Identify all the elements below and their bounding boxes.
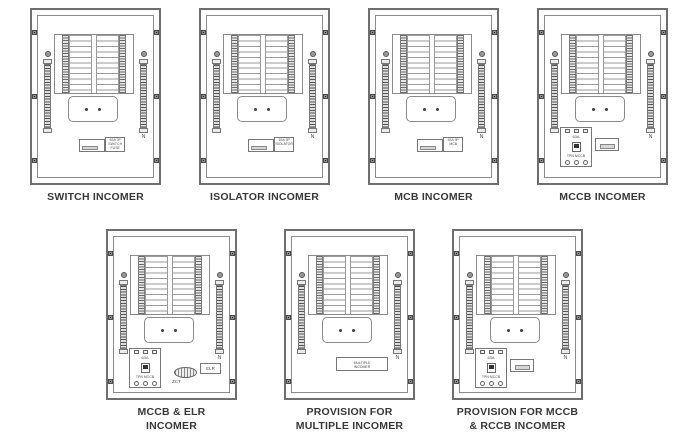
- screw-icon: [492, 94, 497, 99]
- mccb-type-label: TPN MCCB: [481, 374, 501, 379]
- caption-switch-incomer: [20, 191, 171, 204]
- mccb-top-terminals: [134, 350, 157, 354]
- screw-icon: [108, 379, 113, 384]
- screw-icon: [661, 94, 666, 99]
- mccb-bottom-lugs: [480, 381, 503, 386]
- caption-mccb-elr-incomer: [84, 405, 259, 433]
- screw-icon: [454, 251, 459, 256]
- busbar-screw-icon: [552, 51, 558, 57]
- screw-icon: [32, 158, 37, 163]
- way-column: [96, 35, 119, 93]
- busbar-screw-icon: [395, 272, 401, 278]
- array-margin: [477, 256, 484, 314]
- plate-screw-dot: [267, 108, 270, 111]
- screw-icon: [576, 379, 581, 384]
- busbar-terminals: [216, 285, 223, 349]
- busbar-terminals: [298, 285, 305, 349]
- busbar-strip: [457, 35, 464, 93]
- screw-icon: [201, 158, 206, 163]
- screw-icon: [539, 158, 544, 163]
- busbar-screw-icon: [45, 51, 51, 57]
- terminal-icon: [489, 350, 494, 354]
- panel-mcb-incomer: [368, 8, 499, 185]
- screw-icon: [230, 315, 235, 320]
- screw-icon: [661, 158, 666, 163]
- screw-icon: [154, 158, 159, 163]
- busbar-strip: [119, 35, 126, 93]
- caption-line: PROVISION FOR: [306, 406, 393, 418]
- mccb-breaker: [560, 127, 592, 167]
- caption-mccb-rccb-incomer: [430, 405, 605, 433]
- terminal-icon: [480, 350, 485, 354]
- way-column: [491, 256, 514, 314]
- lug-icon: [134, 381, 139, 386]
- busbar-end-cap: [43, 128, 52, 133]
- busbar-strip: [626, 35, 633, 93]
- neutral-busbar: [138, 51, 149, 140]
- busbar-end-cap: [465, 349, 474, 354]
- plate-screw-dot: [98, 108, 101, 111]
- lug-icon: [480, 381, 485, 386]
- neutral-bar-label: N: [141, 134, 146, 140]
- plate-screw-dot: [605, 108, 608, 111]
- rating-tag: [82, 146, 98, 150]
- screw-icon: [286, 379, 291, 384]
- screw-icon: [539, 30, 544, 35]
- elr-relay: ELR: [200, 363, 221, 374]
- mcb-way-array: [476, 255, 556, 315]
- screw-icon: [286, 251, 291, 256]
- screw-icon: [370, 158, 375, 163]
- earth-busbar: [549, 51, 560, 133]
- neutral-busbar: [645, 51, 656, 140]
- busbar-end-cap: [561, 349, 570, 354]
- neutral-bar-label: N: [310, 134, 315, 140]
- mcb-way-array: [223, 34, 303, 94]
- rating-tag: [420, 146, 436, 150]
- device-line: 63A 3P: [109, 138, 121, 142]
- rating-tag: [251, 146, 267, 150]
- earth-busbar: [211, 51, 222, 133]
- mcb-way-array: [308, 255, 388, 315]
- panel-switch-incomer: [30, 8, 161, 185]
- plate-screw-dot: [174, 329, 177, 332]
- incomer-device: [248, 139, 294, 152]
- caption-line: & RCCB INCOMER: [469, 420, 566, 432]
- busbar-end-cap: [550, 128, 559, 133]
- array-margin: [633, 35, 640, 93]
- caption-line: SWITCH INCOMER: [47, 191, 144, 203]
- lug-icon: [583, 160, 588, 165]
- caption-line: INCOMER: [146, 420, 197, 432]
- screw-icon: [454, 379, 459, 384]
- way-column: [172, 256, 195, 314]
- busbar-end-cap: [119, 349, 128, 354]
- terminal-icon: [152, 350, 157, 354]
- busbar-end-cap: [212, 128, 221, 133]
- plate-screw-dot: [520, 329, 523, 332]
- screw-icon: [201, 94, 206, 99]
- neutral-busbar: [214, 272, 225, 361]
- mccb-top-terminals: [565, 129, 588, 133]
- panel-isolator-incomer: [199, 8, 330, 185]
- neutral-busbar: [307, 51, 318, 140]
- lug-icon: [498, 381, 503, 386]
- plate-screw-dot: [352, 329, 355, 332]
- earth-busbar: [296, 272, 307, 354]
- busbar-end-cap: [215, 349, 224, 354]
- busbar-strip: [138, 256, 145, 314]
- busbar-strip: [195, 256, 202, 314]
- screw-icon: [286, 315, 291, 320]
- earth-busbar: [42, 51, 53, 133]
- mccb-toggle-icon: [487, 363, 496, 373]
- plate-screw-dot: [507, 329, 510, 332]
- mcb-way-array: [561, 34, 641, 94]
- device-line: ISOLATOR: [275, 141, 293, 146]
- busbar-terminals: [309, 64, 316, 128]
- mccb-type-label: TPN MCCB: [135, 374, 155, 379]
- lug-icon: [574, 160, 579, 165]
- busbar-end-cap: [477, 128, 486, 133]
- blanking-plate: [322, 317, 372, 343]
- busbar-strip: [400, 35, 407, 93]
- busbar-terminals: [394, 285, 401, 349]
- busbar-screw-icon: [479, 51, 485, 57]
- terminal-icon: [134, 350, 139, 354]
- way-column: [145, 256, 168, 314]
- lug-icon: [143, 381, 148, 386]
- screw-icon: [454, 315, 459, 320]
- incomer-device-label: [443, 137, 463, 152]
- mccb-rating: 63A: [141, 355, 149, 361]
- array-margin: [393, 35, 400, 93]
- busbar-terminals: [562, 285, 569, 349]
- lug-icon: [152, 381, 157, 386]
- device-line: 63A 3P: [278, 138, 290, 142]
- screw-icon: [408, 315, 413, 320]
- screw-icon: [492, 30, 497, 35]
- neutral-bar-label: N: [217, 355, 222, 361]
- caption-mcb-incomer: [358, 191, 509, 204]
- zct-coil: [174, 367, 197, 378]
- provision-tag: [600, 144, 615, 149]
- array-margin: [126, 35, 133, 93]
- blanking-plate: [575, 96, 625, 122]
- busbar-strip: [484, 256, 491, 314]
- device-line: MCB: [449, 141, 458, 146]
- screw-icon: [108, 251, 113, 256]
- blanking-plate: [490, 317, 540, 343]
- array-margin: [380, 256, 387, 314]
- device-line: SWITCH: [108, 141, 123, 146]
- busbar-strip: [316, 256, 323, 314]
- plate-screw-dot: [161, 329, 164, 332]
- caption-line: MCB INCOMER: [394, 191, 473, 203]
- plate-screw-dot: [254, 108, 257, 111]
- blanking-plate: [144, 317, 194, 343]
- way-column: [407, 35, 430, 93]
- mcb-way-array: [392, 34, 472, 94]
- array-margin: [131, 256, 138, 314]
- plate-screw-dot: [423, 108, 426, 111]
- screw-icon: [323, 158, 328, 163]
- busbar-screw-icon: [217, 272, 223, 278]
- screw-icon: [230, 379, 235, 384]
- provision-line: INCOMER: [353, 365, 371, 369]
- caption-line: PROVISION FOR MCCB: [456, 406, 579, 418]
- blanking-plate: [68, 96, 118, 122]
- terminal-icon: [583, 129, 588, 133]
- screw-icon: [323, 30, 328, 35]
- mccb-toggle-icon: [572, 142, 581, 152]
- array-margin: [548, 256, 555, 314]
- busbar-screw-icon: [563, 272, 569, 278]
- lug-icon: [565, 160, 570, 165]
- terminal-icon: [565, 129, 570, 133]
- plate-screw-dot: [339, 329, 342, 332]
- mccb-rating: 63A: [572, 134, 580, 140]
- busbar-end-cap: [381, 128, 390, 133]
- screw-icon: [539, 94, 544, 99]
- screw-icon: [230, 251, 235, 256]
- mccb-bottom-lugs: [134, 381, 157, 386]
- screw-icon: [201, 30, 206, 35]
- screw-icon: [154, 94, 159, 99]
- way-column: [69, 35, 92, 93]
- way-column: [238, 35, 261, 93]
- busbar-terminals: [140, 64, 147, 128]
- mccb-rating: 63A: [487, 355, 495, 361]
- mccb-top-terminals: [480, 350, 503, 354]
- caption-line: MCCB & ELR: [137, 406, 206, 418]
- array-margin: [295, 35, 302, 93]
- mccb-bottom-lugs: [565, 160, 588, 165]
- busbar-screw-icon: [141, 51, 147, 57]
- blanking-plate: [237, 96, 287, 122]
- array-margin: [55, 35, 62, 93]
- caption-line: ISOLATOR INCOMER: [210, 191, 319, 203]
- screw-icon: [576, 315, 581, 320]
- busbar-screw-icon: [310, 51, 316, 57]
- caption-isolator-incomer: [189, 191, 340, 204]
- rccb-provision-box: [510, 359, 534, 372]
- incomer-housing: [417, 139, 443, 152]
- mccb-breaker: [475, 348, 507, 388]
- busbar-screw-icon: [214, 51, 220, 57]
- busbar-end-cap: [308, 128, 317, 133]
- device-line: FUSE: [110, 145, 120, 150]
- busbar-end-cap: [297, 349, 306, 354]
- screw-icon: [32, 30, 37, 35]
- busbar-terminals: [213, 64, 220, 128]
- incomer-device: [79, 139, 125, 152]
- busbar-strip: [62, 35, 69, 93]
- mccb-type-label: TPN MCCB: [566, 153, 586, 158]
- busbar-terminals: [647, 64, 654, 128]
- neutral-busbar: [476, 51, 487, 140]
- earth-busbar: [118, 272, 129, 354]
- rccb-provision-box: [595, 138, 619, 151]
- way-column: [350, 256, 373, 314]
- incomer-housing: [79, 139, 105, 152]
- incomer-housing: [248, 139, 274, 152]
- plate-screw-dot: [592, 108, 595, 111]
- lug-icon: [489, 381, 494, 386]
- screw-icon: [108, 315, 113, 320]
- busbar-screw-icon: [121, 272, 127, 278]
- busbar-terminals: [551, 64, 558, 128]
- caption-line: MCCB INCOMER: [559, 191, 646, 203]
- mcb-way-array: [54, 34, 134, 94]
- array-margin: [464, 35, 471, 93]
- busbar-end-cap: [139, 128, 148, 133]
- way-column: [265, 35, 288, 93]
- busbar-screw-icon: [648, 51, 654, 57]
- busbar-end-cap: [393, 349, 402, 354]
- mccb-breaker: [129, 348, 161, 388]
- busbar-terminals: [44, 64, 51, 128]
- earth-busbar: [380, 51, 391, 133]
- way-column: [603, 35, 626, 93]
- panel-multiple-incomer: [284, 229, 415, 400]
- busbar-screw-icon: [299, 272, 305, 278]
- screw-icon: [370, 94, 375, 99]
- busbar-terminals: [478, 64, 485, 128]
- earth-busbar: [464, 272, 475, 354]
- incomer-device: [417, 139, 463, 152]
- neutral-bar-label: N: [395, 355, 400, 361]
- panel-mccb-incomer: [537, 8, 668, 185]
- busbar-terminals: [120, 285, 127, 349]
- busbar-strip: [373, 256, 380, 314]
- provision-tag: [515, 365, 530, 370]
- plate-screw-dot: [436, 108, 439, 111]
- panel-mccb-elr-incomer: [106, 229, 237, 400]
- neutral-busbar: [392, 272, 403, 361]
- array-margin: [202, 256, 209, 314]
- screw-icon: [576, 251, 581, 256]
- busbar-screw-icon: [467, 272, 473, 278]
- neutral-busbar: [560, 272, 571, 361]
- busbar-end-cap: [646, 128, 655, 133]
- terminal-icon: [143, 350, 148, 354]
- screw-icon: [408, 379, 413, 384]
- terminal-icon: [574, 129, 579, 133]
- incomer-device-label: [274, 137, 294, 152]
- multiple-incomer-provision: [336, 357, 388, 371]
- incomer-device-label: [105, 137, 125, 152]
- busbar-strip: [569, 35, 576, 93]
- device-line: 63A 3P: [447, 138, 459, 142]
- way-column: [434, 35, 457, 93]
- busbar-terminals: [466, 285, 473, 349]
- way-column: [518, 256, 541, 314]
- caption-line: MULTIPLE INCOMER: [295, 420, 404, 432]
- panel-mccb-rccb-incomer: [452, 229, 583, 400]
- screw-icon: [661, 30, 666, 35]
- busbar-strip: [231, 35, 238, 93]
- screw-icon: [32, 94, 37, 99]
- array-margin: [309, 256, 316, 314]
- screw-icon: [408, 251, 413, 256]
- neutral-bar-label: N: [563, 355, 568, 361]
- caption-mccb-incomer: [527, 191, 678, 204]
- mcb-way-array: [130, 255, 210, 315]
- provision-line: MULTIPLE: [353, 361, 371, 365]
- neutral-bar-label: N: [479, 134, 484, 140]
- screw-icon: [154, 30, 159, 35]
- zct-label: ZCT: [172, 379, 181, 384]
- way-column: [323, 256, 346, 314]
- array-margin: [224, 35, 231, 93]
- screw-icon: [370, 30, 375, 35]
- blanking-plate: [406, 96, 456, 122]
- busbar-strip: [541, 256, 548, 314]
- caption-multiple-incomer: [262, 405, 437, 433]
- mccb-toggle-icon: [141, 363, 150, 373]
- busbar-strip: [288, 35, 295, 93]
- way-column: [576, 35, 599, 93]
- screw-icon: [492, 158, 497, 163]
- array-margin: [562, 35, 569, 93]
- busbar-screw-icon: [383, 51, 389, 57]
- neutral-bar-label: N: [648, 134, 653, 140]
- busbar-terminals: [382, 64, 389, 128]
- plate-screw-dot: [85, 108, 88, 111]
- screw-icon: [323, 94, 328, 99]
- terminal-icon: [498, 350, 503, 354]
